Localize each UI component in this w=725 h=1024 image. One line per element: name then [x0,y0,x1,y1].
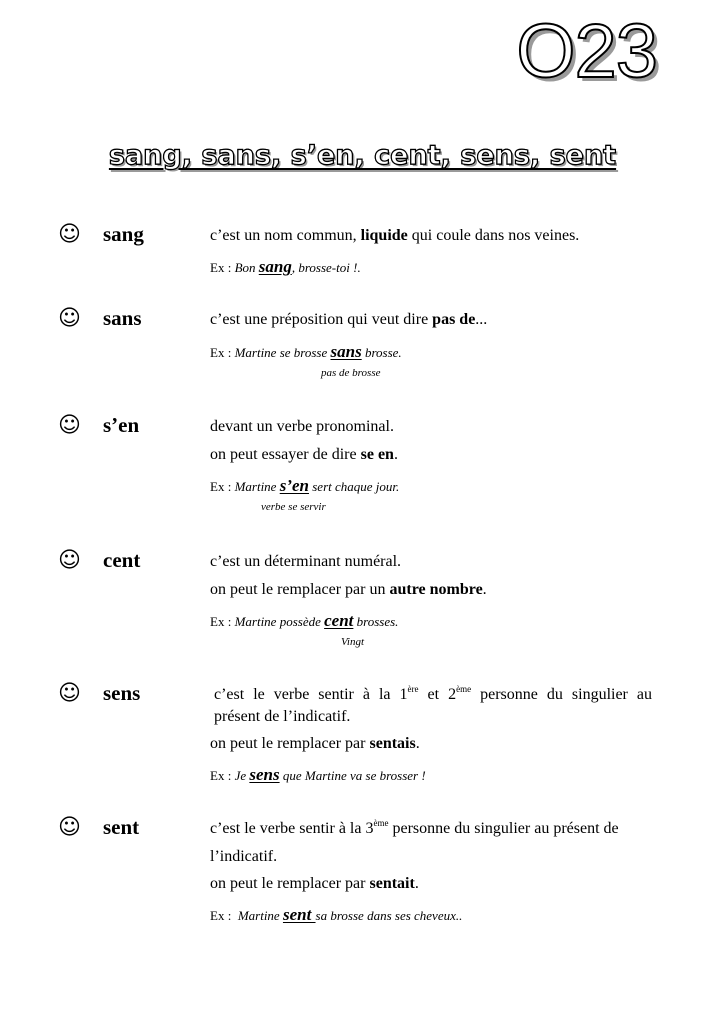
entry-definition: c’est un déterminant numéral. [210,553,402,570]
worksheet-code: O23 [516,9,657,94]
entry-example: Ex : Martine s’en sert chaque jour. [210,476,400,495]
entry-example: Ex : Bon sang, brosse-toi !. [210,257,361,276]
example-note: pas de brosse [321,367,381,379]
smiley-icon: ☺ [58,413,81,438]
example-keyword: sans [330,342,362,361]
entry-definition: devant un verbe pronominal. [210,418,394,435]
entry-definition-hint: on peut le remplacer par un autre nombre. [210,581,487,598]
entry-word: sang [103,222,144,246]
entry-word: s’en [103,413,140,437]
entry-word: sent [103,815,140,839]
entry-word: sens [103,681,141,705]
example-keyword: s’en [279,476,309,495]
smiley-icon: ☺ [58,306,81,331]
entry-definition-cont: présent de l’indicatif. [214,708,351,725]
entry-example: Ex : Martine possède cent brosses. [210,611,399,630]
entry-definition: c’est un nom commun, liquide qui coule dans nos veines. [210,227,580,244]
page-title: sang, sans, s’en, cent, sens, sent [108,140,617,171]
entry-example: Ex : Martine sent sa brosse dans ses cheveux.. [210,905,463,924]
example-keyword: sang [258,257,292,276]
example-note: verbe se servir [261,501,326,513]
entry-definition-hint: on peut essayer de dire se en. [210,446,398,463]
entry-definition-hint: on peut le remplacer par sentais. [210,735,420,752]
entry-definition-hint: on peut le remplacer par sentait. [210,875,419,892]
entry-definition: c’est une préposition qui veut dire pas de... [210,311,488,328]
entry-word: cent [103,548,141,572]
entry-example: Ex : Je sens que Martine va se brosser ! [210,765,426,784]
smiley-icon: ☺ [58,681,81,706]
entry-definition: c’est le verbe sentir à la 1ère et 2ème personne du singulier au [214,684,652,703]
entry-definition-cont: l’indicatif. [210,848,278,865]
example-note: Vingt [341,636,365,648]
entry-definition: c’est le verbe sentir à la 3ème personne du singulier au présent de [210,818,619,837]
example-keyword: sent [282,905,316,924]
smiley-icon: ☺ [58,222,81,247]
entry-word: sans [103,306,142,330]
smiley-icon: ☺ [58,548,81,573]
example-keyword: cent [324,611,354,630]
entry-example: Ex : Martine se brosse sans brosse. [210,342,402,361]
smiley-icon: ☺ [58,815,81,840]
example-keyword: sens [249,765,280,784]
